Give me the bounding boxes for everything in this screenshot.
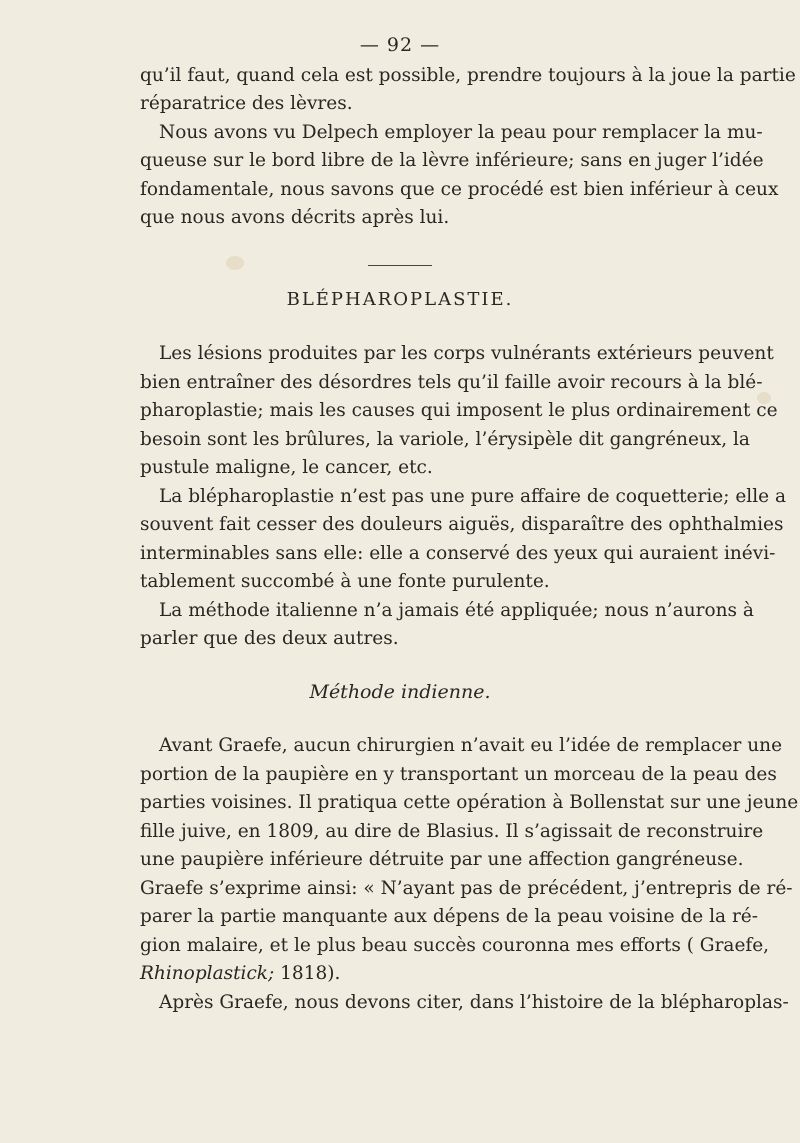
text-line: Les lésions produites par les corps vulnérants extérieurs peuvent — [159, 343, 774, 364]
citation-title: Rhinoplastick; — [140, 963, 275, 984]
text-line: que nous avons décrits après lui. — [140, 207, 450, 228]
paper-stain — [226, 256, 244, 270]
page-number: — 92 — — [359, 34, 441, 56]
text-line: parties voisines. Il pratiqua cette opération à Bollenstat sur une jeune — [140, 792, 799, 813]
text-line: gion malaire, et le plus beau succès couronna mes efforts ( Graefe, — [140, 935, 770, 956]
text-line: une paupière inférieure détruite par une affection gangréneuse. — [140, 849, 744, 870]
text-line: parler que des deux autres. — [140, 628, 399, 649]
text-line: parer la partie manquante aux dépens de la peau voisine de la ré- — [140, 906, 759, 927]
text-line: fille juive, en 1809, au dire de Blasius. Il s’agissait de reconstruire — [140, 821, 764, 842]
text-line: bien entraîner des désordres tels qu’il faille avoir recours à la blé- — [140, 372, 763, 393]
text-line: souvent fait cesser des douleurs aiguës, disparaître des ophthalmies — [140, 514, 784, 535]
text-line: interminables sans elle: elle a conservé des yeux qui auraient inévi- — [140, 543, 776, 564]
text-line: La méthode italienne n’a jamais été appliquée; nous n’aurons à — [159, 600, 754, 621]
text-line: réparatrice des lèvres. — [140, 93, 353, 114]
text-line: Avant Graefe, aucun chirurgien n’avait eu l’idée de remplacer une — [159, 735, 783, 756]
citation-line — [140, 960, 712, 988]
subsection-title: Méthode indienne. — [309, 681, 491, 703]
text-line: portion de la paupière en y transportant un morceau de la peau des — [140, 764, 777, 785]
text-line: fondamentale, nous savons que ce procédé est bien inférieur à ceux — [140, 179, 779, 200]
text-line: queuse sur le bord libre de la lèvre inférieure; sans en juger l’idée — [140, 150, 764, 171]
text-line: Nous avons vu Delpech employer la peau pour remplacer la mu- — [159, 122, 763, 143]
text-line: La blépharoplastie n’est pas une pure affaire de coquetterie; elle a — [159, 486, 786, 507]
text-line: Après Graefe, nous devons citer, dans l’histoire de la blépharoplas- — [159, 992, 789, 1013]
text-line: pharoplastie; mais les causes qui imposent le plus ordinairement ce — [140, 400, 778, 421]
section-title: BLÉPHAROPLASTIE. — [286, 289, 514, 310]
text-line: qu’il faut, quand cela est possible, prendre toujours à la joue la partie — [140, 65, 796, 86]
citation-year: 1818). — [280, 963, 341, 984]
text-line: pustule maligne, le cancer, etc. — [140, 457, 433, 478]
text-line: tablement succombé à une fonte purulente. — [140, 571, 550, 592]
text-line: besoin sont les brûlures, la variole, l’érysipèle dit gangréneux, la — [140, 429, 750, 450]
text-line: Graefe s’exprime ainsi: « N’ayant pas de précédent, j’entrepris de ré- — [140, 878, 793, 899]
section-divider — [368, 265, 432, 266]
